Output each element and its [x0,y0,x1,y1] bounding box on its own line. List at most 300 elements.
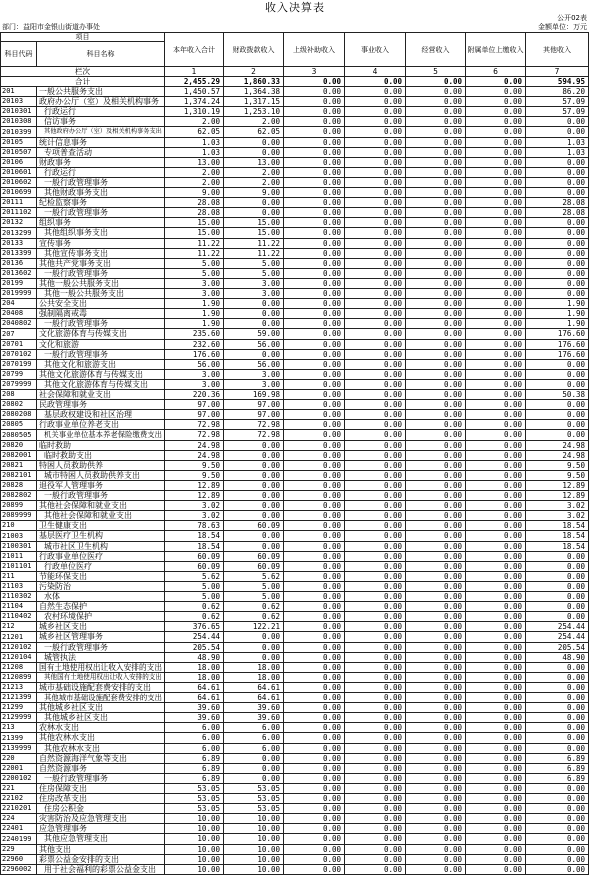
amount-value: 0.00 [406,451,466,461]
subject-code: 20799 [0,370,37,380]
amount-value: 0.00 [345,562,406,572]
amount-value: 10.00 [224,845,284,855]
subject-name: 基层政权建设和社区治理 [37,410,165,420]
amount-value: 53.05 [224,804,284,814]
amount-value: 0.00 [466,632,526,643]
amount-value: 0.00 [526,430,589,441]
amount-value: 0.00 [345,410,406,420]
amount-value: 3.00 [165,380,224,390]
amount-value: 10.00 [224,814,284,824]
amount-value: 0.00 [224,653,284,663]
amount-value: 0.00 [345,148,406,158]
amount-value: 0.00 [284,562,345,572]
subject-code: 2080208 [0,410,37,420]
amount-value: 64.61 [224,683,284,693]
amount-value: 0.00 [526,279,589,289]
amount-value: 10.00 [165,834,224,845]
amount-value: 0.00 [224,461,284,471]
amount-value: 254.44 [165,632,224,643]
amount-value: 0.00 [406,430,466,441]
amount-value: 0.00 [284,299,345,309]
amount-value: 0.00 [406,643,466,653]
amount-value: 0.00 [406,582,466,592]
subject-code: 2082101 [0,471,37,481]
amount-value: 6.00 [224,723,284,733]
amount-value: 0.00 [466,87,526,97]
amount-value: 0.00 [406,744,466,754]
amount-value: 0.62 [224,602,284,612]
amount-value: 0.00 [284,309,345,319]
subject-code: 20828 [0,481,37,491]
amount-value: 0.00 [284,420,345,430]
subject-code: 2010301 [0,107,37,117]
amount-value: 0.00 [284,521,345,531]
amount-value: 0.00 [284,501,345,511]
total-value: 2,455.29 [165,77,224,87]
amount-value: 0.00 [284,834,345,845]
subject-name: 一般行政管理事务 [37,269,165,279]
subject-code: 2010601 [0,168,37,178]
amount-value: 3.00 [224,380,284,390]
amount-value: 0.00 [224,481,284,491]
header-fiscal-appropriation-income: 财政拨款收入 [224,32,284,67]
amount-value: 0.00 [345,814,406,824]
subject-code: 22960 [0,855,37,865]
subject-code: 21213 [0,683,37,693]
subject-code: 2120102 [0,643,37,653]
amount-value: 0.00 [345,602,406,612]
subject-code: 20111 [0,198,37,208]
amount-value: 15.00 [165,228,224,239]
amount-value: 0.00 [224,148,284,158]
amount-value: 0.00 [284,430,345,441]
amount-value: 0.00 [466,198,526,208]
amount-value: 0.00 [466,178,526,188]
amount-value: 0.00 [284,400,345,410]
header-subject-name: 科目名称 [37,42,165,67]
subject-code: 2200102 [0,774,37,784]
amount-value: 0.00 [406,340,466,350]
amount-value: 28.08 [165,208,224,218]
amount-value: 0.00 [345,87,406,97]
table-row [0,117,589,127]
table-row [0,269,589,279]
subject-name: 其他农林水支出 [37,744,165,754]
amount-value: 0.00 [284,390,345,400]
amount-value: 0.00 [345,461,406,471]
amount-value: 9.50 [526,471,589,481]
amount-value: 0.00 [345,117,406,127]
amount-value: 3.02 [526,501,589,511]
amount-value: 0.00 [284,804,345,814]
amount-value: 0.00 [406,612,466,622]
subject-code: 2019999 [0,289,37,299]
table-row [0,309,589,319]
table-row [0,673,589,683]
subject-name: 文化旅游体育与传媒支出 [37,329,165,340]
table-row [0,733,589,744]
amount-value: 0.00 [224,542,284,552]
table-row [0,693,589,703]
subject-code: 2139999 [0,744,37,754]
subject-code: 2120899 [0,673,37,683]
amount-value: 0.00 [526,420,589,430]
subject-name: 信访事务 [37,117,165,127]
subject-code: 229 [0,845,37,855]
amount-value: 59.00 [224,329,284,340]
amount-value: 72.98 [165,420,224,430]
amount-value: 0.00 [345,390,406,400]
subject-name: 自然生态保护 [37,602,165,612]
amount-value: 0.00 [284,360,345,370]
amount-value: 0.00 [345,319,406,329]
amount-value: 0.00 [345,663,406,673]
amount-value: 0.00 [224,299,284,309]
subject-name: 住房公积金 [37,804,165,814]
amount-value: 0.00 [406,764,466,774]
subject-name: 城市特困人员救助供养支出 [37,471,165,481]
subject-name: 财政事务 [37,158,165,168]
subject-name: 其他宣传事务支出 [37,249,165,259]
amount-value: 53.05 [165,794,224,804]
amount-value: 0.00 [526,784,589,794]
amount-value: 0.00 [284,673,345,683]
amount-value: 0.00 [345,521,406,531]
amount-value: 97.00 [165,400,224,410]
subject-code: 211 [0,572,37,582]
amount-value: 0.00 [284,239,345,249]
header-other-income: 其他收入 [526,32,589,67]
amount-value: 1.03 [165,148,224,158]
amount-value: 0.00 [284,228,345,239]
subject-name: 机关事业单位基本养老保险缴费支出 [37,430,165,441]
amount-value: 15.00 [224,218,284,228]
amount-value: 0.00 [345,420,406,430]
amount-value: 0.00 [406,491,466,501]
amount-value: 0.00 [345,592,406,602]
amount-value: 0.00 [345,622,406,632]
subject-name: 城乡社区支出 [37,622,165,632]
amount-value: 9.50 [165,471,224,481]
subject-code: 2129999 [0,713,37,723]
amount-value: 0.00 [466,420,526,430]
amount-value: 53.05 [224,794,284,804]
column-index-number: 7 [526,67,589,77]
subject-code: 210 [0,521,37,531]
amount-value: 0.00 [526,602,589,612]
amount-value: 78.63 [165,521,224,531]
page-title: 收入决算表 [265,1,325,14]
amount-value: 1,374.24 [165,97,224,107]
subject-code: 2210201 [0,804,37,814]
amount-value: 5.00 [165,582,224,592]
amount-value: 97.00 [165,410,224,420]
subject-name: 文化和旅游 [37,340,165,350]
amount-value: 0.00 [466,784,526,794]
subject-code: 21201 [0,632,37,643]
table-row [0,329,589,340]
amount-value: 0.62 [224,612,284,622]
table-row [0,208,589,218]
amount-value: 0.00 [345,97,406,107]
amount-value: 62.05 [224,127,284,138]
amount-value: 0.00 [345,400,406,410]
amount-value: 0.00 [406,521,466,531]
amount-value: 0.00 [466,259,526,269]
subject-code: 2010699 [0,188,37,198]
amount-value: 18.00 [165,663,224,673]
subject-name: 其他城乡社区支出 [37,713,165,723]
subject-code: 21011 [0,552,37,562]
table-row [0,804,589,814]
subject-name: 一般行政管理事务 [37,774,165,784]
subject-name: 一般行政管理事务 [37,643,165,653]
amount-value: 0.00 [406,107,466,117]
amount-value: 1,310.19 [165,107,224,117]
amount-value: 0.00 [466,713,526,723]
amount-value: 0.00 [466,824,526,834]
amount-unit-label: 金额单位：万元 [538,23,587,31]
table-row [0,855,589,865]
amount-value: 0.00 [284,723,345,733]
table-row [0,834,589,845]
amount-value: 11.22 [224,249,284,259]
table-row [0,87,589,97]
amount-value: 0.00 [345,673,406,683]
amount-value: 1.03 [526,148,589,158]
amount-value: 6.89 [526,754,589,764]
subject-name: 污染防治 [37,582,165,592]
amount-value: 0.00 [284,107,345,117]
subject-name: 政府办公厅（室）及相关机构事务 [37,97,165,107]
amount-value: 0.00 [526,228,589,239]
table-row [0,360,589,370]
subject-code: 208 [0,390,37,400]
amount-value: 0.00 [284,218,345,228]
amount-value: 0.00 [345,511,406,521]
column-index-number: 5 [406,67,466,77]
total-value: 0.00 [466,77,526,87]
amount-value: 176.60 [526,329,589,340]
table-row [0,350,589,360]
amount-value: 0.00 [466,127,526,138]
amount-value: 0.00 [406,461,466,471]
total-label: 合计 [0,77,165,87]
table-row [0,390,589,400]
amount-value: 56.00 [224,340,284,350]
amount-value: 0.00 [284,461,345,471]
amount-value: 5.00 [224,592,284,602]
amount-value: 0.00 [224,198,284,208]
subject-name: 其他文化旅游体育与传媒支出 [37,380,165,390]
amount-value: 0.00 [284,350,345,360]
amount-value: 0.00 [406,865,466,875]
table-row [0,249,589,259]
amount-value: 0.00 [345,744,406,754]
amount-value: 0.00 [345,723,406,733]
table-row [0,632,589,643]
amount-value: 0.00 [406,249,466,259]
amount-value: 0.00 [284,855,345,865]
table-row [0,713,589,723]
amount-value: 0.00 [224,511,284,521]
amount-value: 0.00 [284,340,345,350]
amount-value: 3.00 [165,289,224,299]
table-row [0,531,589,542]
amount-value: 0.00 [466,400,526,410]
amount-value: 60.09 [224,562,284,572]
subject-code: 20103 [0,97,37,107]
amount-value: 0.00 [466,774,526,784]
amount-value: 0.00 [466,350,526,360]
amount-value: 6.89 [526,774,589,784]
amount-value: 1.90 [526,309,589,319]
amount-value: 0.00 [526,188,589,198]
subject-name: 一般行政管理事务 [37,319,165,329]
amount-value: 0.00 [345,340,406,350]
amount-value: 0.00 [406,239,466,249]
table-row [0,572,589,582]
amount-value: 0.00 [466,663,526,673]
amount-value: 0.00 [466,592,526,602]
amount-value: 0.00 [345,299,406,309]
amount-value: 0.00 [224,754,284,764]
amount-value: 0.00 [406,501,466,511]
subject-code: 20408 [0,309,37,319]
amount-value: 0.00 [345,370,406,380]
amount-value: 0.00 [406,390,466,400]
amount-value: 0.00 [345,855,406,865]
amount-value: 0.00 [224,471,284,481]
amount-value: 10.00 [224,824,284,834]
amount-value: 1.90 [526,299,589,309]
amount-value: 0.00 [224,764,284,774]
subject-name: 一般公共服务支出 [37,87,165,97]
amount-value: 0.00 [345,784,406,794]
subject-name: 纪检监察事务 [37,198,165,208]
amount-value: 0.00 [345,239,406,249]
amount-value: 10.00 [224,865,284,875]
amount-value: 0.00 [466,218,526,228]
header-affiliated-unit-remittance-income: 附属单位上缴收入 [466,32,526,67]
amount-value: 205.54 [526,643,589,653]
amount-value: 0.00 [466,845,526,855]
subject-code: 21299 [0,703,37,713]
subject-name: 民政管理事务 [37,400,165,410]
subject-name: 农林水支出 [37,723,165,733]
subject-name: 强制隔离戒毒 [37,309,165,319]
amount-value: 0.00 [284,97,345,107]
subject-code: 21104 [0,602,37,612]
amount-value: 0.00 [345,845,406,855]
amount-value: 6.89 [165,754,224,764]
amount-value: 0.00 [284,491,345,501]
subject-name: 卫生健康支出 [37,521,165,531]
amount-value: 0.00 [224,208,284,218]
subject-name: 其他文化旅游体育与传媒支出 [37,370,165,380]
table-row [0,430,589,441]
amount-value: 0.00 [345,430,406,441]
amount-value: 0.00 [406,259,466,269]
table-row [0,511,589,521]
amount-value: 0.00 [406,87,466,97]
amount-value: 0.00 [526,178,589,188]
amount-value: 0.00 [466,319,526,329]
amount-value: 9.50 [165,461,224,471]
subject-name: 其他一般公共服务支出 [37,289,165,299]
subject-name: 行政运行 [37,168,165,178]
table-row [0,744,589,754]
amount-value: 0.00 [284,865,345,875]
table-row [0,420,589,430]
amount-value: 0.00 [284,713,345,723]
subject-name: 其他国有土地使用权出让收入安排的支出 [37,673,165,683]
amount-value: 6.00 [224,744,284,754]
amount-value: 0.00 [526,865,589,875]
amount-value: 24.98 [165,451,224,461]
amount-value: 18.54 [526,521,589,531]
subject-name: 住房改革支出 [37,794,165,804]
amount-value: 0.00 [406,663,466,673]
amount-value: 0.00 [406,410,466,420]
amount-value: 9.00 [165,188,224,198]
amount-value: 0.00 [526,289,589,299]
subject-code: 2296002 [0,865,37,875]
subject-code: 2120104 [0,653,37,663]
amount-value: 15.00 [165,218,224,228]
amount-value: 0.00 [345,582,406,592]
amount-value: 0.00 [224,774,284,784]
amount-value: 0.00 [284,451,345,461]
subject-code: 2089999 [0,511,37,521]
amount-value: 0.00 [466,390,526,400]
table-row [0,653,589,663]
amount-value: 64.61 [165,693,224,703]
amount-value: 0.00 [466,138,526,148]
amount-value: 0.00 [526,693,589,703]
amount-value: 0.00 [406,784,466,794]
table-row [0,279,589,289]
amount-value: 11.22 [165,239,224,249]
amount-value: 0.00 [466,491,526,501]
amount-value: 0.00 [345,188,406,198]
amount-value: 0.00 [526,723,589,733]
amount-value: 0.00 [345,228,406,239]
amount-value: 0.00 [466,542,526,552]
amount-value: 0.00 [284,148,345,158]
amount-value: 0.00 [224,451,284,461]
amount-value: 0.00 [406,774,466,784]
amount-value: 0.00 [526,380,589,390]
amount-value: 0.00 [466,582,526,592]
amount-value: 0.00 [406,814,466,824]
amount-value: 2.00 [224,117,284,127]
amount-value: 376.65 [165,622,224,632]
amount-value: 0.00 [284,249,345,259]
amount-value: 0.00 [406,855,466,865]
amount-value: 86.20 [526,87,589,97]
subject-code: 20899 [0,501,37,511]
amount-value: 0.00 [466,653,526,663]
amount-value: 5.00 [165,259,224,269]
amount-value: 0.00 [526,703,589,713]
amount-value: 0.00 [284,178,345,188]
subject-name: 基层医疗卫生机构 [37,531,165,542]
amount-value: 0.00 [284,380,345,390]
amount-value: 0.00 [284,259,345,269]
amount-value: 0.00 [284,774,345,784]
amount-value: 0.00 [224,501,284,511]
